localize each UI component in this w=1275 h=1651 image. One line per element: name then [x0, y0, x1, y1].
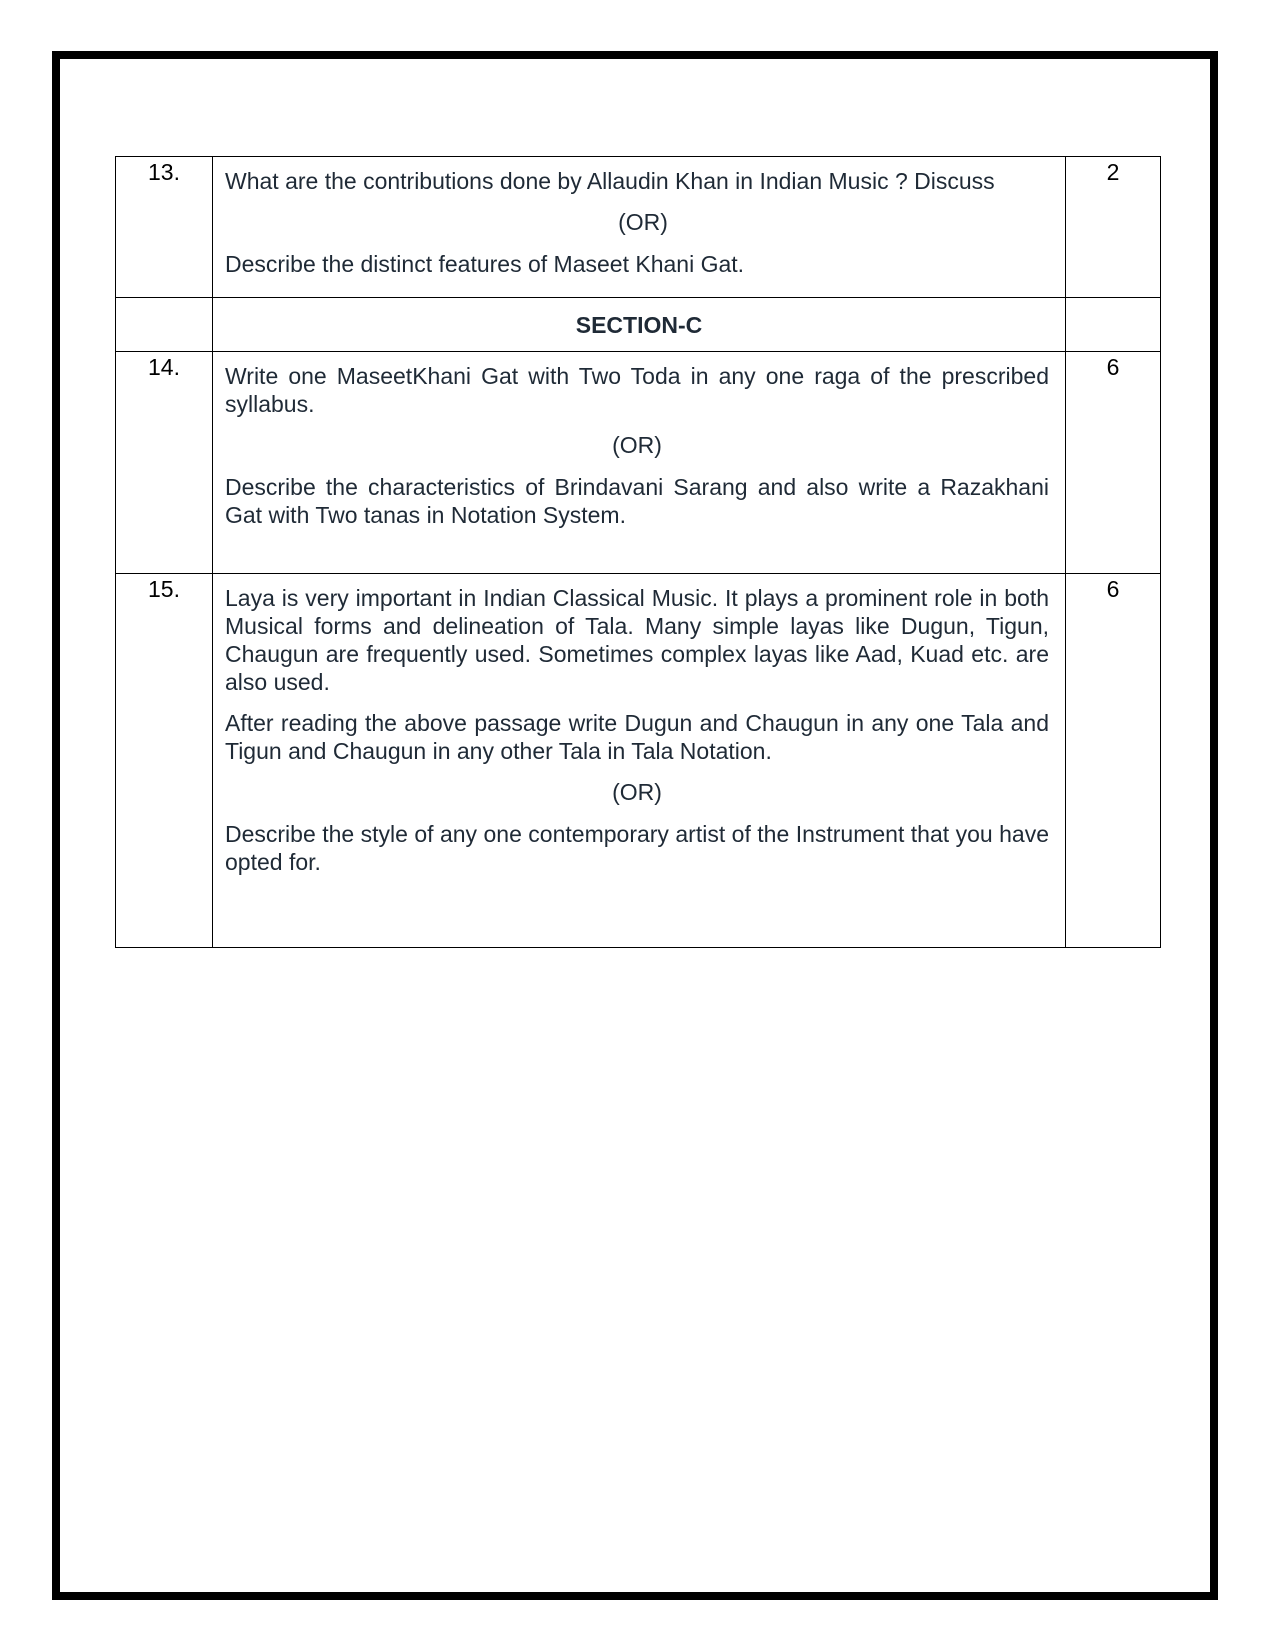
question-number — [116, 574, 213, 948]
question-text: Write one MaseetKhani Gat with Two Toda in any one raga of the prescribed syllabus. — [225, 363, 1049, 417]
or-separator: (OR) — [612, 432, 662, 458]
section-heading-row — [116, 298, 1161, 352]
question-number — [116, 157, 213, 298]
section-heading-cell — [213, 298, 1066, 352]
empty-cell — [1066, 298, 1161, 352]
marks-text: 6 — [1106, 576, 1120, 602]
question-number-text: 14. — [148, 354, 180, 380]
question-content — [213, 352, 1066, 574]
section-heading: SECTION-C — [575, 312, 703, 338]
passage-text: Laya is very important in Indian Classical Music. It plays a prominent role in both Musical forms and delineation of Tala. Many simple layas like Dugun, Tigun, Chaugun are frequently used. Sometimes complex layas like Aad, Kuad etc. are also used. — [225, 585, 1049, 695]
question-content — [213, 157, 1066, 298]
question-text-alt: Describe the distinct features of Maseet Khani Gat. — [225, 251, 745, 277]
or-separator: (OR) — [612, 779, 662, 805]
question-number — [116, 352, 213, 574]
question-text: What are the contributions done by Allaudin Khan in Indian Music ? Discuss — [225, 168, 995, 194]
question-number-text: 13. — [148, 159, 180, 185]
question-table — [115, 156, 1161, 948]
marks-text: 6 — [1106, 354, 1120, 380]
marks — [1066, 157, 1161, 298]
or-separator: (OR) — [618, 209, 668, 235]
question-text-alt: Describe the style of any one contemporary artist of the Instrument that you have opted for. — [225, 821, 1049, 875]
question-row-14 — [116, 352, 1161, 574]
question-number-text: 15. — [148, 576, 180, 602]
question-content — [213, 574, 1066, 948]
empty-cell — [116, 298, 213, 352]
question-text: After reading the above passage write Dugun and Chaugun in any one Tala and Tigun and Chaugun in any other Tala in Tala Notation. — [225, 710, 1049, 764]
question-row-13 — [116, 157, 1161, 298]
marks-text: 2 — [1106, 159, 1120, 185]
marks — [1066, 574, 1161, 948]
question-text-alt: Describe the characteristics of Brindavani Sarang and also write a Razakhani Gat with Two tanas in Notation System. — [225, 474, 1049, 528]
question-row-15 — [116, 574, 1161, 948]
marks — [1066, 352, 1161, 574]
